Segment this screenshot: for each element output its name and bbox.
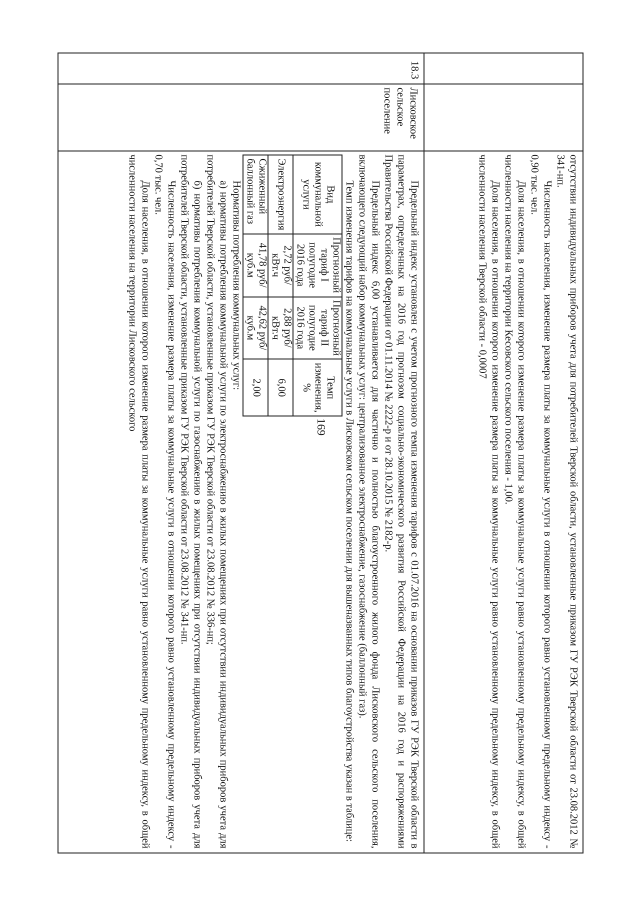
paragraph: отсутствии индивидуальных приборов учета для потребителей Тверской области, установленные приказом ГУ РЭК Тверской области от 23.08.2012 № 341-нп.	[554, 154, 578, 848]
paragraph: Доля населения, в отношении которого изменение размера платы за коммунальные услуги равно установленному предельному индексу, в общей численности населения на территории Лисковского сельского	[126, 154, 150, 848]
header-cell: Темп изменения, %	[293, 359, 342, 416]
paragraph: Численность населения, изменение размера платы за коммунальные услуги в отношении которого равно установленному предельному индексу - 0,90 тыс. чел.	[528, 154, 552, 848]
table-cell: Электроэнергия	[268, 155, 293, 234]
paragraph: Предельный индекс 6,00 устанавливается для частично и полностью благоустроенного жилого фонда Лисковского сельского поселения, включающего следующий набор коммунальных услуг: централизованное электроснабжение, газоснабжение (баллонный газ).	[356, 154, 380, 848]
paragraph: Доля населения, в отношении которого изменение размера платы за коммунальные услуги равно установленному предельному индексу, в общей численности населения Тверской области - 0,0007	[476, 154, 500, 848]
paragraph: Темп изменения тарифов на коммунальные услуги в Лисковском сельском поселении для вышеназванных типов благоустройства указан в таблице:	[343, 180, 354, 842]
table-cell: 2,88 руб/кВт.ч	[268, 296, 293, 359]
table-cell: 6,00	[268, 359, 293, 416]
row-content	[125, 154, 420, 848]
table-cell: 2,72 руб/кВт.ч	[268, 233, 293, 296]
paragraph: Доля населения, в отношении которого изменение размера платы за коммунальные услуги равно установленному предельному индексу, в общей численности населения на территории Кесовского сельского поселения - 1,00.	[502, 154, 526, 848]
top-row-content	[475, 154, 579, 848]
paragraph: Нормативы потребления коммунальных услуг:	[230, 180, 241, 390]
row-number: 18.3	[408, 60, 419, 79]
header-cell: Прогнозный тариф I полугодие 2016 года	[293, 233, 342, 296]
paragraph: Предельный индекс установлен с учетом прогнозного темпа изменения тарифов с 01.07.2016 на основании приказов ГУ РЭК Тверской области в параметрах, определенных на 2016 год прогнозом социально-экономического развития Российской Федерации на 2016 год и распоряжениями Правительства Российской Федерации от 01.11.2014 № 2222-р и от 28.10.2015 № 2182-р.	[382, 154, 419, 848]
paragraph: а) нормативы потребления коммунальной услуги по электроснабжению в жилых помещениях при отсутствии индивидуальных приборов учета для потребителей Тверской области, установленные приказом ГУ РЭК Тверской области от 23.08.2012 № 336-нп;	[204, 154, 228, 848]
tariff-table	[242, 154, 342, 416]
header-cell: Вид коммунальной услуги	[293, 155, 342, 234]
table-cell: Сжиженный баллонный газ	[243, 155, 268, 234]
rotated-document-table	[57, 52, 583, 853]
table-cell: 2,00	[243, 359, 268, 416]
main-table	[57, 52, 583, 853]
table-cell: 42,62 руб/куб.м	[243, 296, 268, 359]
table-header-row	[293, 155, 342, 416]
paragraph: б) нормативы потребления коммунальной услуги по газоснабжению в жилых помещениях при отсутствии индивидуальных приборов учета для потребителей Тверской области, установленные приказом ГУ РЭК Тверской области от 23.08.2012 № 341-нп.	[178, 154, 202, 848]
header-cell: Прогнозный тариф II полугодие 2016 года	[293, 296, 342, 359]
column-divider	[58, 150, 582, 151]
row-divider	[423, 53, 424, 852]
table-row	[268, 155, 293, 416]
page-number: 169	[314, 418, 327, 436]
paragraph: Численность населения, изменение размера платы за коммунальные услуги в отношении которого равно установленному предельному индексу - 0,70 тыс. чел.	[152, 154, 176, 848]
table-row	[243, 155, 268, 416]
table-cell: 41,78 руб/куб.м	[243, 233, 268, 296]
settlement-name: Лисковское сельское поселение	[381, 87, 418, 139]
column-divider	[58, 83, 582, 84]
